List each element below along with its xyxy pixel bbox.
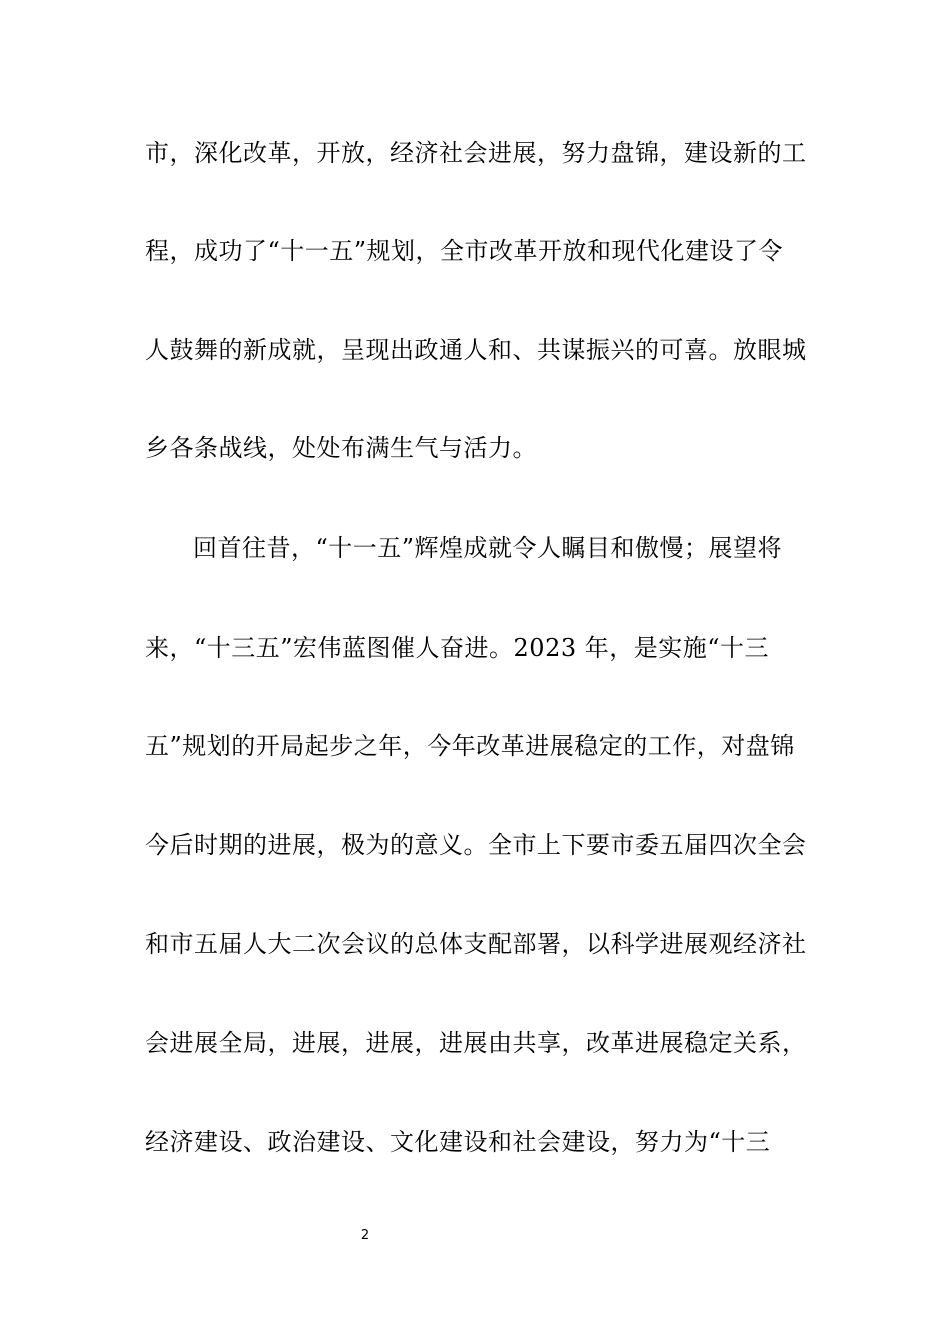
paragraph-first-line: 回首往昔，“十一五”辉煌成就令人瞩目和傲慢；展望将 bbox=[193, 534, 783, 562]
text-line: 今后时期的进展，极为的意义。全市上下要市委五届四次全会 bbox=[145, 831, 807, 859]
text-line: 和市五届人大二次会议的总体支配部署，以科学进展观经济社 bbox=[145, 930, 807, 958]
page-number: 2 bbox=[360, 1228, 370, 1243]
text-line: 程，成功了“十一五”规划，全市改革开放和现代化建设了令 bbox=[145, 237, 784, 265]
text-line: 五”规划的开局起步之年，今年改革进展稳定的工作，对盘锦 bbox=[145, 732, 795, 760]
text-line: 乡各条战线，处处布满生气与活力。 bbox=[145, 434, 537, 462]
text-line: 经济建设、政治建设、文化建设和社会建设，努力为“十三 bbox=[145, 1128, 771, 1156]
text-line: 人鼓舞的新成就，呈现出政通人和、共谋振兴的可喜。放眼城 bbox=[145, 336, 807, 364]
text-line: 会进展全局，进展，进展，进展由共享，改革进展稳定关系， bbox=[145, 1029, 807, 1057]
text-line: 来，“十三五”宏伟蓝图催人奋进。2023 年，是实施“十三 bbox=[145, 634, 770, 662]
text-line: 市，深化改革，开放，经济社会进展，努力盘锦，建设新的工 bbox=[145, 139, 807, 167]
